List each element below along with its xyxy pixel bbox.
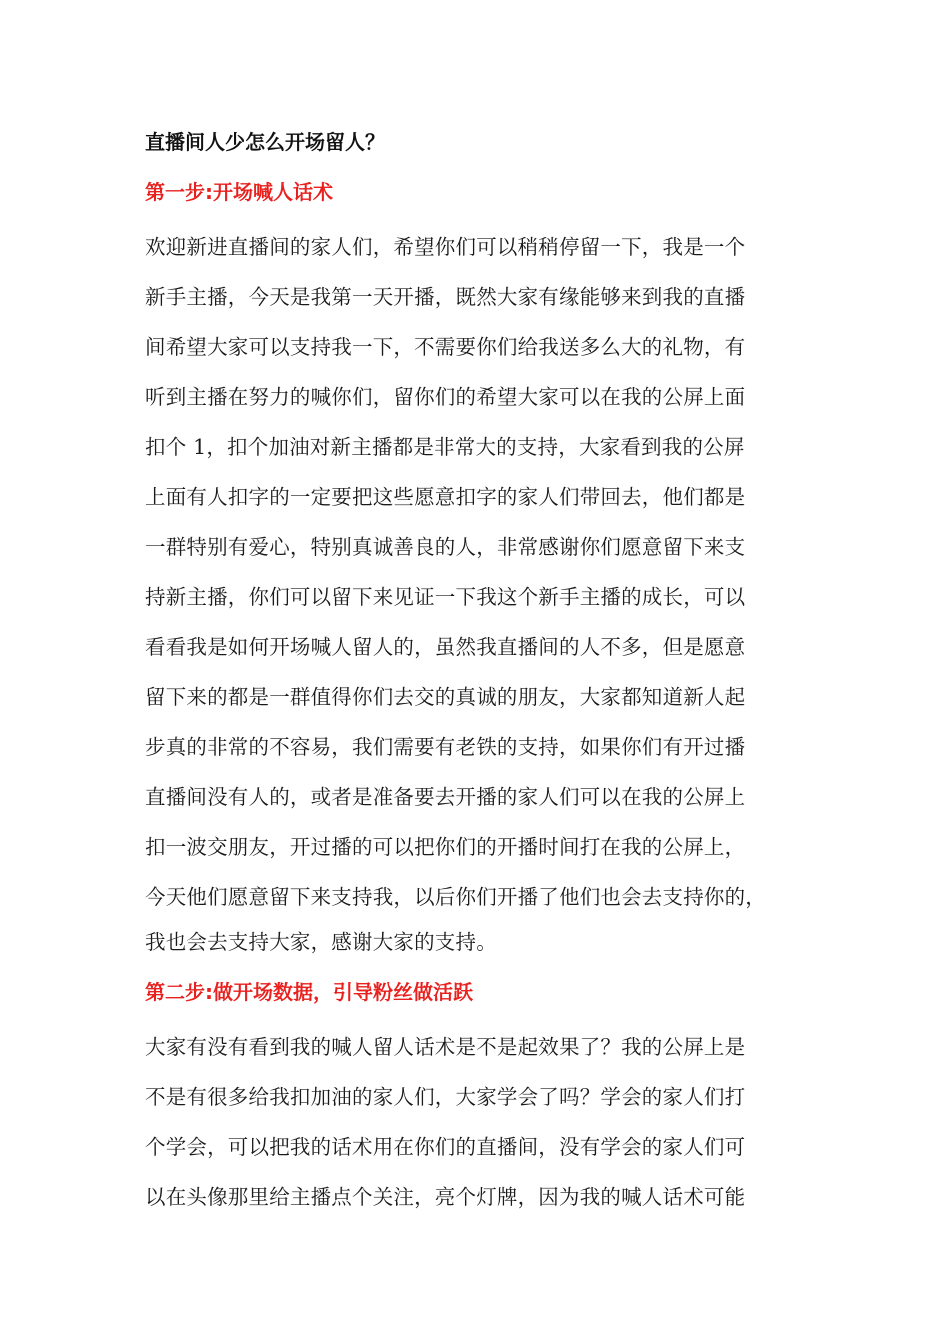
document-content [145, 122, 825, 1232]
paragraph-line: 持新主播，你们可以留下来见证一下我这个新手主播的成长，可以 [145, 585, 746, 609]
step-two-paragraph [145, 1022, 825, 1222]
step-two-heading: 第二步:做开场数据，引导粉丝做活跃 [145, 980, 473, 1004]
paragraph-line: 直播间没有人的，或者是准备要去开播的家人们可以在我的公屏上 [145, 785, 746, 809]
paragraph-line: 新手主播，今天是我第一天开播，既然大家有缘能够来到我的直播 [145, 285, 746, 309]
paragraph-line: 大家有没有看到我的喊人留人话术是不是起效果了？我的公屏上是 [145, 1035, 746, 1059]
step-one-heading: 第一步:开场喊人话术 [145, 180, 333, 204]
document-title: 直播间人少怎么开场留人？ [145, 130, 385, 154]
paragraph-line: 今天他们愿意留下来支持我，以后你们开播了他们也会去支持你的， [145, 885, 766, 909]
paragraph-line: 看看我是如何开场喊人留人的，虽然我直播间的人不多，但是愿意 [145, 635, 746, 659]
paragraph-line: 一群特别有爱心，特别真诚善良的人，非常感谢你们愿意留下来支 [145, 535, 746, 559]
paragraph-line: 我也会去支持大家，感谢大家的支持。 [145, 930, 497, 954]
paragraph-line: 个学会，可以把我的话术用在你们的直播间，没有学会的家人们可 [145, 1135, 746, 1159]
paragraph-line: 欢迎新进直播间的家人们，希望你们可以稍稍停留一下，我是一个 [145, 235, 746, 259]
paragraph-line: 听到主播在努力的喊你们，留你们的希望大家可以在我的公屏上面 [145, 385, 746, 409]
paragraph-line: 扣一波交朋友，开过播的可以把你们的开播时间打在我的公屏上， [145, 835, 746, 859]
paragraph-line: 扣个 1，扣个加油对新主播都是非常大的支持，大家看到我的公屏 [145, 435, 745, 459]
paragraph-line: 留下来的都是一群值得你们去交的真诚的朋友，大家都知道新人起 [145, 685, 746, 709]
paragraph-line: 步真的非常的不容易，我们需要有老铁的支持，如果你们有开过播 [145, 735, 746, 759]
paragraph-line: 不是有很多给我扣加油的家人们，大家学会了吗？学会的家人们打 [145, 1085, 746, 1109]
paragraph-line: 上面有人扣字的一定要把这些愿意扣字的家人们带回去，他们都是 [145, 485, 746, 509]
paragraph-line: 以在头像那里给主播点个关注，亮个灯牌，因为我的喊人话术可能 [145, 1185, 746, 1209]
step-one-paragraph [145, 222, 825, 962]
paragraph-line: 间希望大家可以支持我一下，不需要你们给我送多么大的礼物，有 [145, 335, 746, 359]
